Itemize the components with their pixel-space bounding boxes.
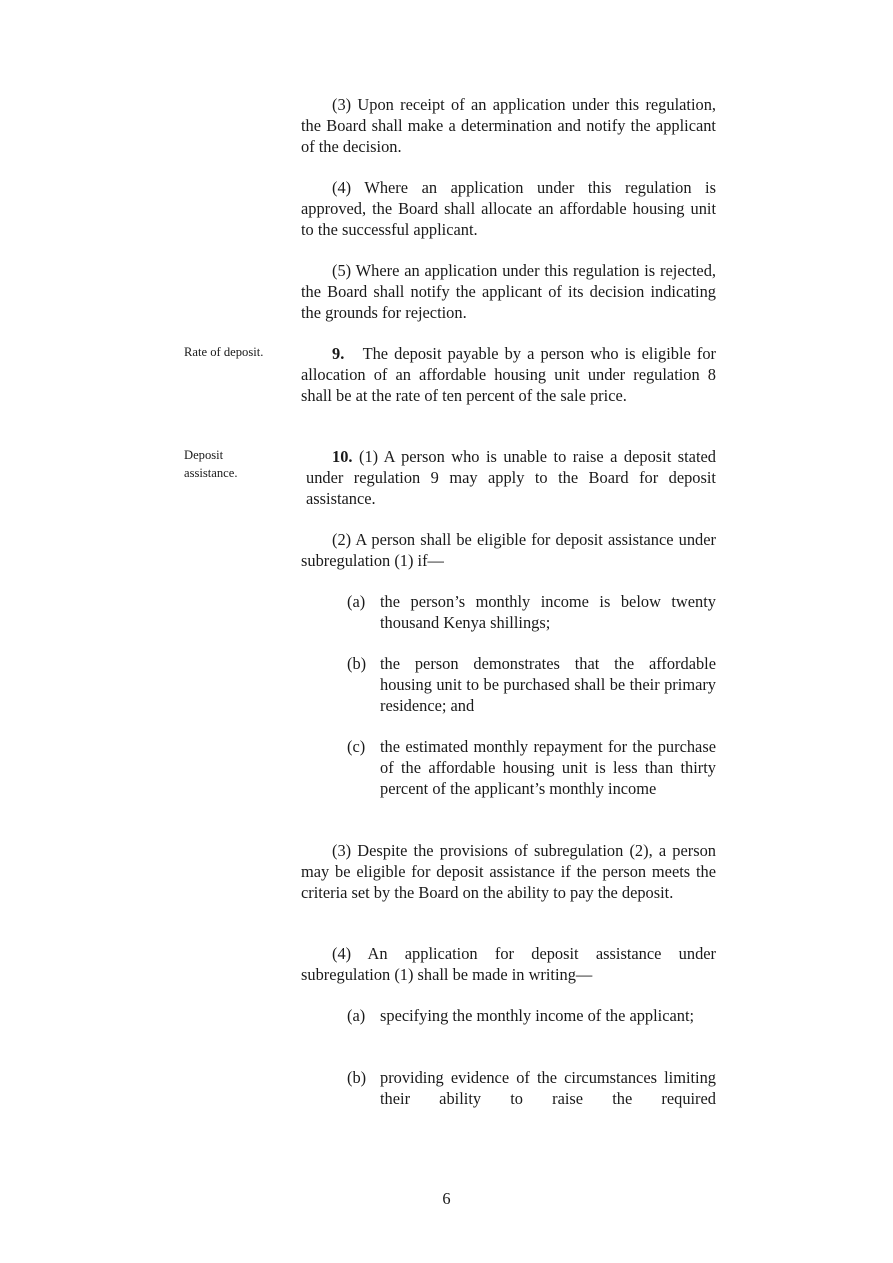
list-item-text: specifying the monthly income of the applicant; [380, 1006, 695, 1025]
list-item [347, 592, 716, 634]
list-item-label: (c) [347, 737, 366, 756]
list-item [347, 737, 716, 799]
margin-note-deposit-assistance: Deposit assistance. [184, 448, 238, 480]
list-item-label: (a) [347, 1006, 366, 1025]
reg9-paragraph [301, 344, 716, 406]
reg8-subreg4: (4) Where an application under this regulation is approved, the Board shall allocate an affordable housing unit to the successful applicant. [301, 178, 716, 239]
reg10-subreg2: (2) A person shall be eligible for deposit assistance under subregulation (1) if— [301, 530, 716, 570]
list-item [347, 1006, 716, 1027]
reg8-subreg3: (3) Upon receipt of an application under this regulation, the Board shall make a determination and notify the applicant of the decision. [301, 95, 716, 156]
reg10-subreg1-text: (1) A person who is unable to raise a deposit stated under regulation 9 may apply to the Board for deposit assistance. [306, 447, 716, 508]
list-item [347, 1068, 716, 1110]
reg10-subreg3: (3) Despite the provisions of subregulation (2), a person may be eligible for deposit assistance if the person meets the criteria set by the Board on the ability to pay the deposit. [301, 841, 716, 902]
list-item-text: providing evidence of the circumstances limiting their ability to raise the required [380, 1068, 716, 1108]
list-item-text: the person’s monthly income is below twenty thousand Kenya shillings; [380, 592, 716, 632]
reg10-subreg4: (4) An application for deposit assistance under subregulation (1) shall be made in writing— [301, 944, 716, 984]
list-item-text: the person demonstrates that the affordable housing unit to be purchased shall be their primary residence; and [380, 654, 716, 715]
list-item-label: (b) [347, 1068, 367, 1087]
page-number: 6 [442, 1189, 451, 1208]
reg9-text: The deposit payable by a person who is eligible for allocation of an affordable housing unit under regulation 8 shall be at the rate of ten percent of the sale price. [301, 344, 716, 405]
list-item [347, 654, 716, 716]
reg10-number: 10. [332, 447, 353, 466]
margin-note-rate-of-deposit: Rate of deposit. [184, 345, 264, 359]
list-item-label: (b) [347, 654, 367, 673]
list-item-label: (a) [347, 592, 366, 611]
reg9-number: 9. [332, 344, 345, 363]
reg8-subreg5: (5) Where an application under this regulation is rejected, the Board shall notify the applicant of its decision indicating the grounds for rejection. [301, 261, 716, 322]
reg10-subreg1 [306, 447, 716, 509]
list-item-text: the estimated monthly repayment for the purchase of the affordable housing unit is less than thirty percent of the applicant’s monthly income [380, 737, 716, 798]
